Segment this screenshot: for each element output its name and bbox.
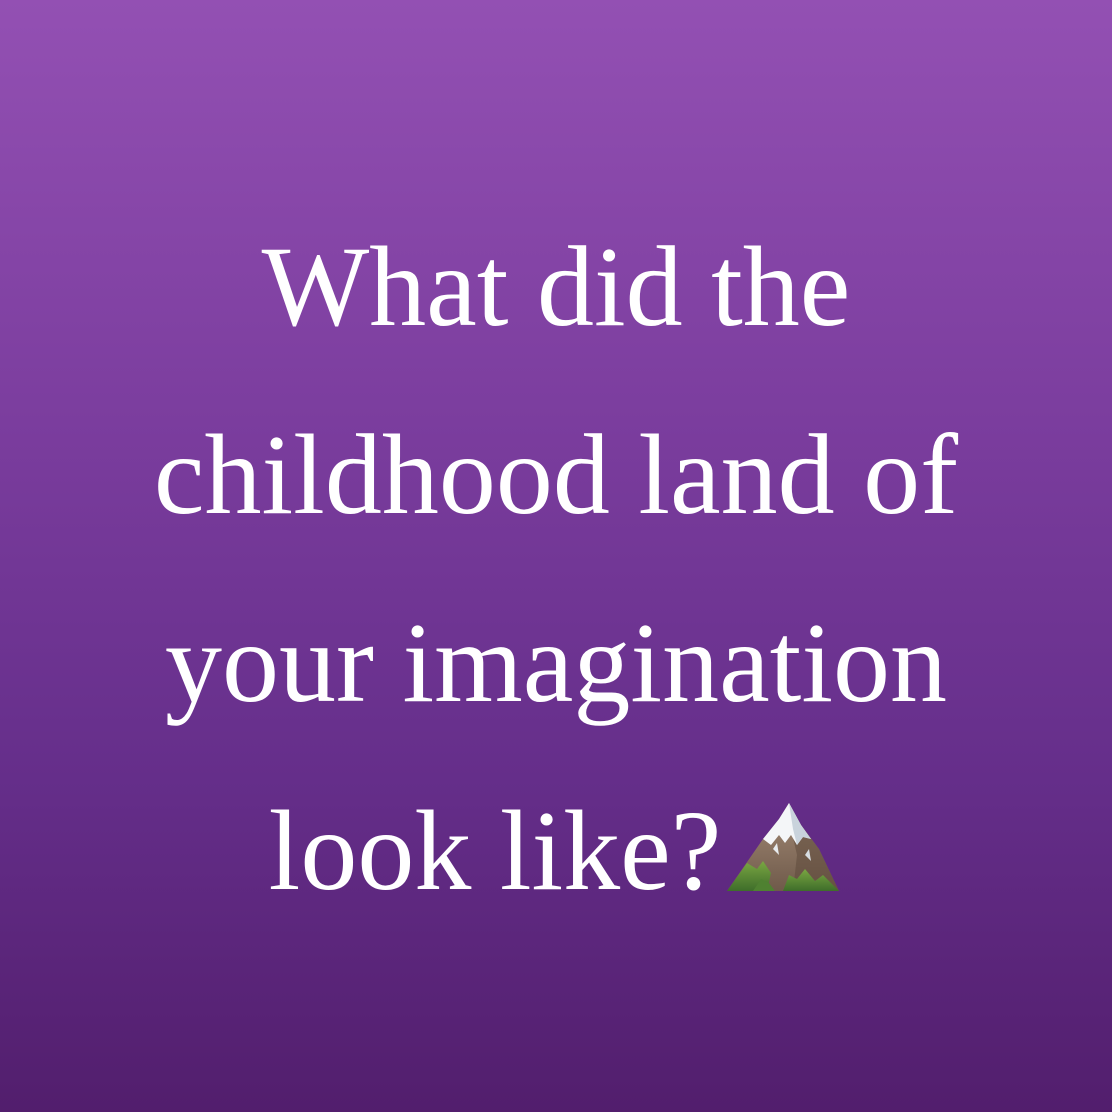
question-line-4: look like? (268, 787, 722, 914)
question-text (36, 193, 1076, 945)
question-line-1: What did the (261, 223, 851, 350)
question-line-2: childhood land of (153, 411, 959, 538)
snow-capped-mountain-icon (723, 799, 843, 895)
question-line-4-wrapper (36, 757, 1076, 945)
question-line-3: your imagination (164, 599, 948, 726)
